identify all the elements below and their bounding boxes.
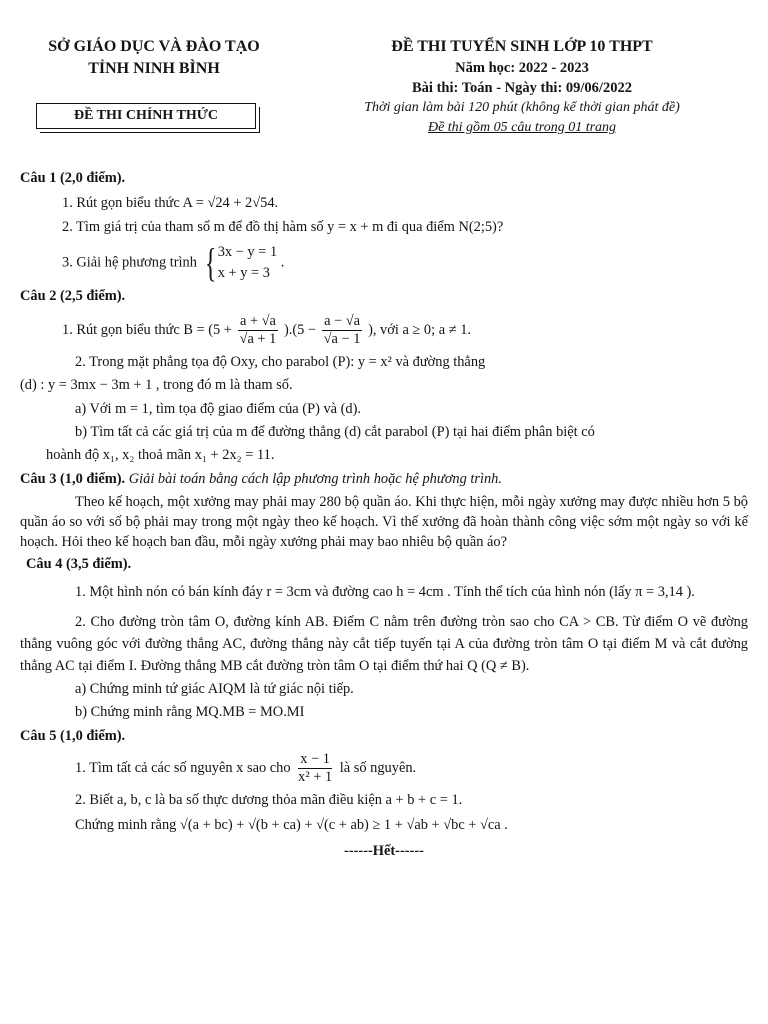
official-stamp: ĐỀ THI CHÍNH THỨC xyxy=(36,103,256,129)
issuer-block xyxy=(18,36,290,80)
q2-part2-line2: (d) : y = 3mx − 3m + 1 , trong đó m là tham số. xyxy=(20,377,293,394)
q3-subtitle: Giải bài toán bằng cách lập phương trình hoặc hệ phương trình. xyxy=(128,470,502,487)
equation-system: { 3x − y = 1 x + y = 3 xyxy=(204,239,278,285)
q2-part1: 1. Rút gọn biểu thức B = (5 + $\frac{a + √a}{√a + 1}$ ).(5 − $\frac{a - √a}{√a - 1}$ ), với a ≥ 0; a ≠ 1. xyxy=(62,313,471,348)
pages-note: Đề thi gồm 05 câu trong 01 trang xyxy=(427,120,617,135)
q3-title: Câu 3 (1,0 điểm). xyxy=(20,470,126,487)
q5-part1: 1. Tìm tất cả các số nguyên x sao cho $\frac{x - 1}{\text{x² + 1}}$ là số nguyên. xyxy=(75,750,417,785)
school-year: Năm học: 2022 - 2023 xyxy=(455,60,589,76)
q4-part2a: a) Chứng minh tứ giác AIQM là tứ giác nội tiếp. xyxy=(75,681,354,698)
fraction-2: $\frac{a - √a}{√a - 1}$ xyxy=(323,313,361,348)
q5-title: Câu 5 (1,0 điểm). xyxy=(20,727,126,744)
q1-part1: 1. Rút gọn biểu thức A = √24 + 2√54. xyxy=(62,195,279,212)
q1-part3: 3. Giải hệ phương trình { 3x − y = 1 x + y = 3 . xyxy=(62,239,285,285)
q3-text: Theo kế hoạch, một xưởng may phải may 280 bộ quần áo. Khi thực hiện, mỗi ngày xưởng may được nhiều hơn 5 bộ quần áo so với số bộ phải may trong một ngày theo kế hoạch. Vì thế xưởng đã hoàn thành công việc sớm một ngày so với kế hoạch. Hỏi theo kế hoạch ban đầu, mỗi ngày xưởng phải may bao nhiêu bộ quần áo? xyxy=(20,493,748,550)
dept-line2: TỈNH NINH BÌNH xyxy=(88,60,220,77)
q4-title: Câu 4 (3,5 điểm). xyxy=(26,555,132,572)
exam-info-block xyxy=(300,36,744,138)
dept-line1: SỞ GIÁO DỤC VÀ ĐÀO TẠO xyxy=(48,38,260,55)
q2-part2b-line1: b) Tìm tất cả các giá trị của m để đường thẳng (d) cắt parabol (P) tại hai điểm phân biệt có xyxy=(75,423,595,440)
fraction-1: $\frac{a + √a}{√a + 1}$ xyxy=(239,313,277,348)
fraction-3: $\frac{x - 1}{\text{x² + 1}}$ xyxy=(298,750,333,785)
q2-part2-line1: 2. Trong mặt phẳng tọa độ Oxy, cho parabol (P): y = x² và đường thẳng xyxy=(75,354,486,371)
q2-title: Câu 2 (2,5 điểm). xyxy=(20,287,126,304)
q4-part1: 1. Một hình nón có bán kính đáy r = 3cm và đường cao h = 4cm . Tính thể tích của hình nón (lấy π = 3,14 ). xyxy=(75,584,695,601)
subject-date: Bài thi: Toán - Ngày thi: 09/06/2022 xyxy=(412,80,632,96)
exam-body xyxy=(20,170,748,860)
time-note: Thời gian làm bài 120 phút (không kể thời gian phát đề) xyxy=(364,100,680,115)
end-marker: ------Hết------ xyxy=(344,842,424,859)
q2-part2b-line2: hoành độ x₁, x₂ thoả mãn x₁ + 2x₂ = 11. xyxy=(46,447,275,464)
q3-heading xyxy=(20,471,748,488)
exam-title: ĐỀ THI TUYỂN SINH LỚP 10 THPT xyxy=(391,38,653,55)
q1-part2: 2. Tìm giá trị của tham số m để đồ thị hàm số y = x + m đi qua điểm N(2;5)? xyxy=(62,218,504,235)
q4-part2: 2. Cho đường tròn tâm O, đường kính AB. Điểm C nằm trên đường tròn sao cho CA > CB. Từ điểm O vẽ đường thẳng vuông góc với đường thẳng AC, đường thẳng này cắt tiếp tuyến tại A của đường tròn tâm O tại điểm M và cắt đường thẳng AC tại điểm I. Đường thẳng MB cắt đường tròn tâm O tại điểm thứ hai Q (Q ≠ B). xyxy=(20,614,748,675)
q1-title: Câu 1 (2,0 điểm). xyxy=(20,170,126,186)
q5-part2: 2. Biết a, b, c là ba số thực dương thỏa mãn điều kiện a + b + c = 1. xyxy=(75,791,463,808)
q2-part2a: a) Với m = 1, tìm tọa độ giao điểm của (P) và (d). xyxy=(75,400,362,417)
q5-part3: Chứng minh rằng √(a + bc) + √(b + ca) + √(c + ab) ≥ 1 + √ab + √bc + √ca . xyxy=(75,817,508,834)
q4-part2b: b) Chứng minh rằng MQ.MB = MO.MI xyxy=(75,704,305,721)
